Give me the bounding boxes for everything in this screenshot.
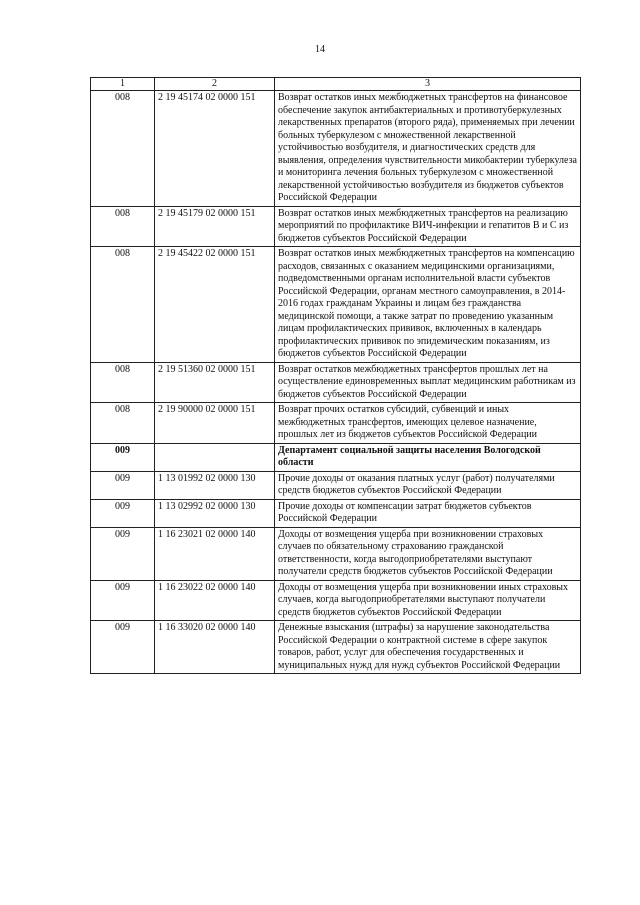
header-col-3: 3 [275,78,581,91]
description-cell: Денежные взыскания (штрафы) за нарушение законодательства Российской Федерации о контрактной системе в сфере закупок товаров, работ, услуг для обеспечения государственных и муниципальных нужд для нужд субъектов Российской Федерации [275,621,581,674]
description-cell: Возврат прочих остатков субсидий, субвенций и иных межбюджетных трансфертов, имеющих целевое назначение, прошлых лет из бюджетов субъектов Российской Федерации [275,403,581,444]
revenue-code-cell: 1 16 33020 02 0000 140 [155,621,275,674]
revenue-code-cell: 2 19 45179 02 0000 151 [155,206,275,247]
description-cell: Доходы от возмещения ущерба при возникновении иных страховых случаев, когда выгодоприобретателями выступают получатели средств бюджетов субъектов Российской Федерации [275,580,581,621]
revenue-code-cell: 1 16 23021 02 0000 140 [155,527,275,580]
revenue-code-cell: 2 19 45174 02 0000 151 [155,91,275,207]
table-row [91,499,581,527]
description-cell: Возврат остатков иных межбюджетных трансфертов на компенсацию расходов, связанных с оказанием медицинскими организациями, подведомственными органам исполнительной власти субъектов Российской Федерации, органам местного самоуправления, в 2014-2016 годах гражданам Украины и лицам без гражданства медицинской помощи, а также затрат по проведению указанным лицам профилактических прививок, включенных в календарь профилактических прививок по эпидемическим показаниям, из бюджетов субъектов Российской Федерации [275,247,581,363]
table-header-row [91,78,581,91]
table-row [91,403,581,444]
admin-code-cell: 008 [91,247,155,363]
table-row [91,580,581,621]
table-row [91,471,581,499]
revenue-code-cell: 1 13 01992 02 0000 130 [155,471,275,499]
revenue-code-cell: 2 19 51360 02 0000 151 [155,362,275,403]
admin-code-cell: 009 [91,471,155,499]
revenue-code-cell: 1 13 02992 02 0000 130 [155,499,275,527]
revenue-codes-table [90,77,581,674]
admin-code-cell: 009 [91,443,155,471]
admin-code-cell: 008 [91,403,155,444]
revenue-code-cell: 2 19 90000 02 0000 151 [155,403,275,444]
header-col-2: 2 [155,78,275,91]
admin-code-cell: 009 [91,621,155,674]
table-row [91,362,581,403]
table-row [91,621,581,674]
table-row [91,527,581,580]
revenue-code-cell: 1 16 23022 02 0000 140 [155,580,275,621]
description-cell: Департамент социальной защиты населения Вологодской области [275,443,581,471]
revenue-code-cell [155,443,275,471]
admin-code-cell: 009 [91,499,155,527]
table-row [91,91,581,207]
admin-code-cell: 009 [91,580,155,621]
description-cell: Прочие доходы от оказания платных услуг (работ) получателями средств бюджетов субъектов Российской Федерации [275,471,581,499]
description-cell: Возврат остатков иных межбюджетных трансфертов на финансовое обеспечение закупок антибактериальных и противотуберкулезных лекарственных препаратов (второго ряда), применяемых при лечении больных туберкулезом с множественной лекарственной устойчивостью возбудителя, и диагностических средств для выявления, определения чувствительности микобактерии туберкулеза и мониторинга лечения больных туберкулезом с множественной лекарственной устойчивостью возбудителя из бюджетов субъектов Российской Федерации [275,91,581,207]
admin-code-cell: 008 [91,362,155,403]
page-number: 14 [315,44,325,55]
description-cell: Доходы от возмещения ущерба при возникновении страховых случаев по обязательному страхованию гражданской ответственности, когда выгодоприобретателями выступают получатели средств бюджетов субъектов Российской Федерации [275,527,581,580]
revenue-code-cell: 2 19 45422 02 0000 151 [155,247,275,363]
description-cell: Возврат остатков межбюджетных трансфертов прошлых лет на осуществление единовременных выплат медицинским работникам из бюджетов субъектов Российской Федерации [275,362,581,403]
table-row [91,206,581,247]
table-row [91,247,581,363]
table-row [91,443,581,471]
admin-code-cell: 009 [91,527,155,580]
admin-code-cell: 008 [91,206,155,247]
description-cell: Прочие доходы от компенсации затрат бюджетов субъектов Российской Федерации [275,499,581,527]
description-cell: Возврат остатков иных межбюджетных трансфертов на реализацию мероприятий по профилактике ВИЧ-инфекции и гепатитов B и C из бюджетов субъектов Российской Федерации [275,206,581,247]
header-col-1: 1 [91,78,155,91]
admin-code-cell: 008 [91,91,155,207]
